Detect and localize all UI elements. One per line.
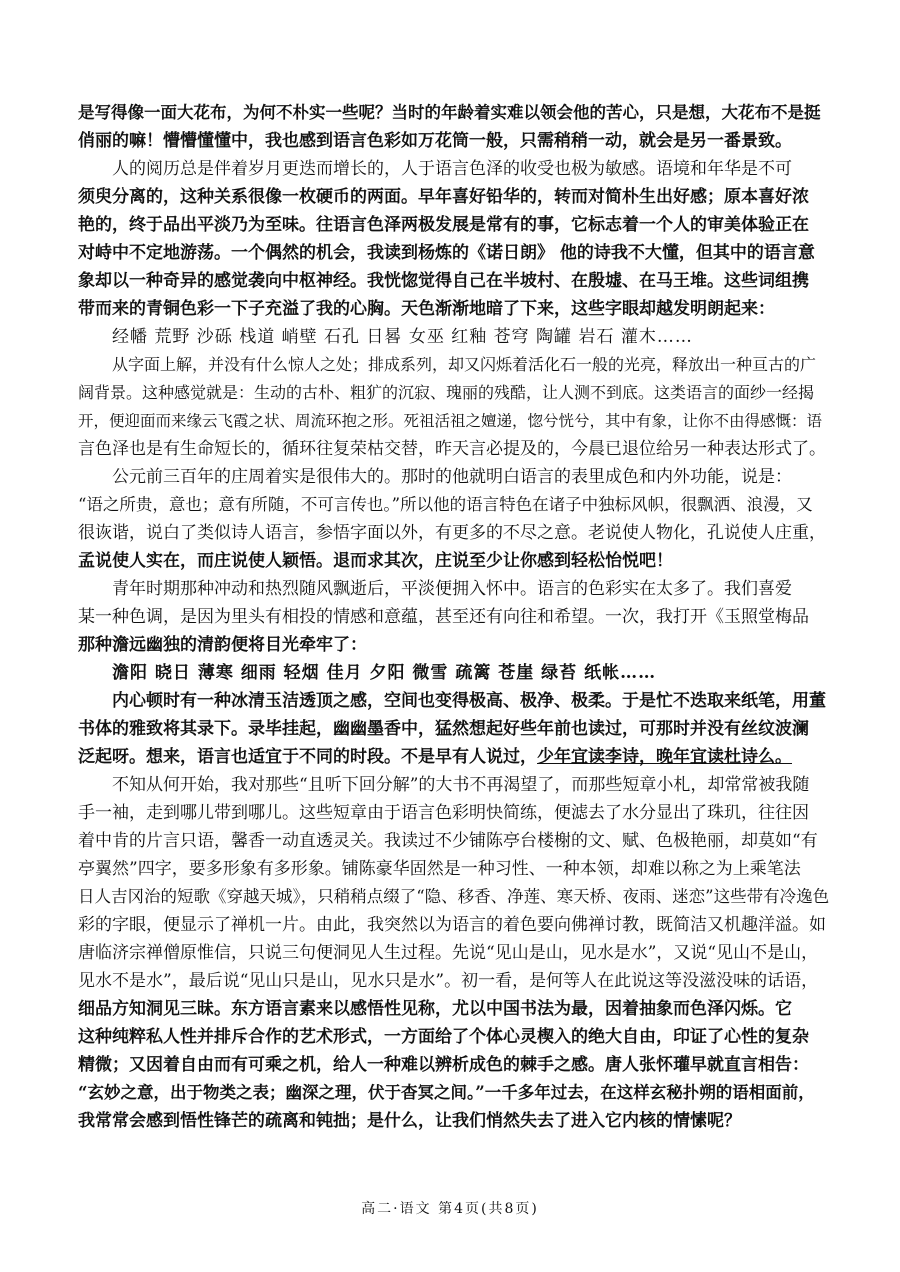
- text-line: 青年时期那种冲动和热烈随风飘逝后，平淡便拥入怀中。语言的色彩实在太多了。我们喜爱: [112, 579, 792, 599]
- text-line: 开，便迎面而来缘云飞霞之状、周流环抱之形。死祖活祖之嬗递，惚兮恍兮，其中有象，让你不由得感慨：语: [78, 412, 823, 430]
- text-line: 我常常会感到悟性锋芒的疏离和钝拙；是什么，让我们悄然失去了进入它内核的情愫呢？: [78, 1111, 741, 1131]
- text-segment: 泛起呀。想来，语言也适宜于不同的时段。不是早有人说过，: [78, 747, 537, 767]
- text-line: 内心顿时有一种冰清玉洁透顶之感，空间也变得极高、极净、极柔。于是忙不迭取来纸笔，用董: [112, 691, 826, 711]
- underlined-quote: 少年宜读李诗，晚年宜读杜诗么。: [537, 747, 792, 767]
- text-line: “语之所贵，意也；意有所随，不可言传也。”所以他的语言特色在诸子中独标风帜，很飘洒、浪漫，又: [78, 495, 813, 514]
- word-list: 澹阳 晓日 薄寒 细雨 轻烟 佳月 夕阳 微雪 疏篱 苍崖 绿苔 纸帐……: [112, 663, 657, 683]
- text-line: 艳的，终于品出平淡乃为至味。往语言色泽两极发展是常有的事，它标志着一个人的审美体验正在: [78, 215, 809, 235]
- text-line: 俏丽的嘛！懵懵懂懂中，我也感到语言色彩如万花筒一般，只需稍稍一动，就会是另一番景致。: [78, 131, 792, 151]
- text-line: 某一种色调，是因为里头有相投的情感和意蕴，甚至还有向往和希望。一次，我打开《玉照堂梅品: [78, 607, 809, 627]
- text-line: 象却以一种奇异的感觉袭向中枢神经。我恍惚觉得自己在半坡村、在殷墟、在马王堆。这些词组携: [78, 271, 809, 291]
- text-line: 不知从何开始，我对那些“且听下回分解”的大书不再渴望了，而那些短章小札，却常常被我随: [112, 775, 810, 795]
- text-line: [78, 744, 830, 770]
- text-line: 从字面上解，并没有什么惊人之处；排成系列，却又闪烁着活化石一般的光亮，释放出一种亘古的广: [112, 355, 817, 374]
- text-line: 公元前三百年的庄周着实是很伟大的。那时的他就明白语言的表里成色和内外功能，说是：: [112, 467, 792, 487]
- text-line: 手一袖，走到哪儿带到哪儿。这些短章由于语言色彩明快简练，便滤去了水分显出了珠玑，往往因: [78, 803, 809, 823]
- page-footer: 高二·语文 第4页(共8页): [361, 1201, 539, 1217]
- text-line: 着中肯的片言只语，馨香一动直透灵关。我读过不少铺陈亭台楼榭的文、赋、色极艳丽，却莫如“有: [78, 831, 818, 851]
- text-line: 是写得像一面大花布，为何不朴实一些呢？当时的年龄着实难以领会他的苦心，只是想，大花布不是挺: [78, 103, 821, 122]
- text-line: 很诙谐，说白了类似诗人语言，参悟字面以外，有更多的不尽之意。老说使人物化，孔说使人庄重，: [78, 523, 826, 543]
- word-list: 经幡 荒野 沙砾 栈道 峭壁 石孔 日晷 女巫 红釉 苍穹 陶罐 岩石 灌木……: [112, 327, 693, 347]
- text-line: 阔背景。这种感觉就是：生动的古朴、粗犷的沉寂、瑰丽的残酷，让人测不到底。这类语言的面纱一经揭: [78, 383, 815, 402]
- text-line: 书体的雅致将其录下。录毕挂起，幽幽墨香中，猛然想起好些年前也读过，可那时并没有丝纹波澜: [78, 719, 809, 739]
- text-line: 那种澹远幽独的清韵便将目光牵牢了：: [78, 635, 367, 655]
- text-line: 孟说使人实在，而庄说使人颖悟。退而求其次，庄说至少让你感到轻松怡悦吧！: [78, 551, 673, 571]
- text-line: 亭翼然”四字，要多形象有多形象。铺陈豪华固然是一种习性、一种本领，却难以称之为上乘笔法: [78, 859, 801, 879]
- text-line: 须臾分离的，这种关系很像一枚硬币的两面。早年喜好铅华的，转而对简朴生出好感；原本喜好浓: [78, 187, 809, 207]
- text-line: “玄妙之意，出于物类之表；幽深之理，伏于杳冥之间。”一千多年过去，在这样玄秘扑朔的语相面前，: [78, 1083, 815, 1102]
- text-line: 唐临济宗禅僧原惟信，只说三句便洞见人生过程。先说“见山是山，见水是水”，又说“见山不是山，: [78, 943, 819, 963]
- text-line: 这种纯粹私人性并排斥合作的艺术形式，一方面给了个体心灵楔入的绝大自由，印证了心性的复杂: [78, 1027, 809, 1047]
- text-line: 精微；又因着自由而有可乘之机，给人一种难以辨析成色的棘手之感。唐人张怀瓘早就直言相告：: [78, 1055, 809, 1075]
- text-line: 人的阅历总是伴着岁月更迭而增长的，人于语言色泽的收受也极为敏感。语境和年华是不可: [112, 159, 792, 179]
- text-line: 言色泽也是有生命短长的，循环往复荣枯交替，昨天言必提及的，今晨已退位给另一种表达形式了。: [78, 439, 826, 459]
- text-line: 日人吉冈治的短歌《穿越天城》，只稍稍点缀了“隐、移香、净莲、寒天桥、夜雨、迷恋”这些带有冷逸色: [78, 887, 830, 906]
- text-line: 细品方知洞见三昧。东方语言素来以感悟性见称，尤以中国书法为最，因着抽象而色泽闪烁。它: [78, 999, 792, 1019]
- text-line: 对峙中不定地游荡。一个偶然的机会，我读到杨炼的《诺日朗》 他的诗我不大懂，但其中的语言意: [78, 243, 815, 263]
- text-line: 彩的字眼，便显示了禅机一片。由此，我突然以为语言的着色要向佛禅讨教，既简洁又机趣洋溢。如: [78, 915, 826, 935]
- text-line: 见水不是水”，最后说“见山只是山，见水只是水”。初一看，是何等人在此说这等没滋没味的话语，: [78, 971, 819, 991]
- text-line: 带而来的青铜色彩一下子充溢了我的心胸。天色渐渐地暗了下来，这些字眼却越发明朗起来：: [78, 299, 775, 319]
